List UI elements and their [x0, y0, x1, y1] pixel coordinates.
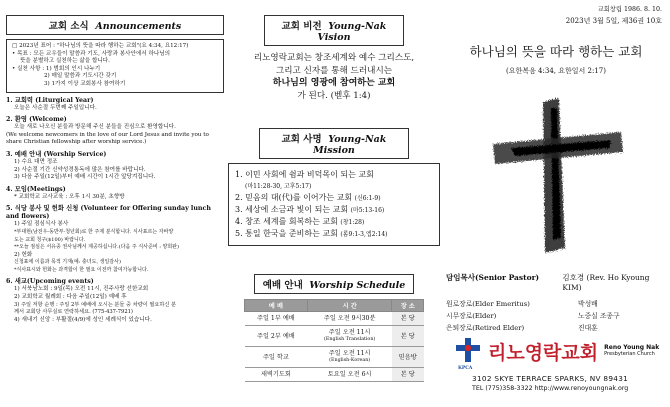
cover-verse: (요한복음 4:34, 요한일서 2:17): [506, 67, 606, 75]
cover-title: 하나님의 뜻을 따라 행하는 교회: [469, 44, 643, 59]
church-name-ko: 리노영락교회: [488, 341, 599, 364]
announcement-item: 5. 식당 봉사 및 헌화 신청 (Volunteer for Offering sunday lunch and flowers) 1) 주일 점심식사 봉사 *부대현(남전우-동반부·청년회)로 한 주제 분식합니다. 식사표르는 자바양 도는 교회 청구($100) 바랍니다. **오늘 점심은 서유종 권사님께서 제공하십니다.(다음 주 식사준비 : 양희완) 2) 헌화 신청표에 이름과 목적 기재(예: 충녀도, 생일감사) *식사표시와 헌화는 과격합이 한 필요 이전까 참여가능합니다.: [6, 205, 211, 273]
senior-pastor: 담임목사(Senior Pastor) 김호경 (Rev. Ho Kyoung KIM): [446, 273, 650, 292]
church-name-en-sub: Presbyterian Church: [604, 351, 655, 357]
table-row: 새벽기도회 토요일 오전 6시 본 당: [245, 368, 424, 382]
vision-mission-column: [228, 0, 440, 407]
kpca-badge: KPCA: [458, 366, 473, 371]
church-contact: TEL (775)358-3322 http://www.renoyoungnak.org: [472, 385, 629, 392]
cover-column: [446, 0, 666, 407]
cross-icon: [481, 88, 631, 258]
announcement-item: 6. 새교(Upcoming events) 1) 서북남노회 : 9일(목) 오전 11시, 진주사랑 선한교회 2) 교회학교 월례회 : 다음 주일(12일) 예배 후 3) 주일 저항 순행 : 주일 2부 예배에 오시는 분들 중 차량이 필요하신 분 께서 교회당 사무실로 연락하세요. (775-437-7921) 4) 새내기 신앙 : 부활절(4/9)에 성인 세례식이 있습니다.: [6, 278, 177, 323]
issue-info: 2023년 3월 5일, 제36권 10호: [565, 17, 662, 25]
mission-item: 5. 통일 한국을 준비하는 교회 (롬9:1-3,엡2:14): [235, 229, 388, 238]
church-address: 3102 SKYE TERRACE SPARKS, NV 89431: [472, 374, 629, 383]
staff-row: 은퇴장로(Retired Elder) 진대훈: [446, 324, 598, 332]
staff-row: 원로장로(Elder Emeritus) 박성배: [446, 300, 598, 308]
mission-item: 4. 창조 세계를 회복하는 교회 (창1:28): [235, 217, 365, 226]
announcements-header: 교회 소식 Announcements: [6, 15, 224, 35]
church-name-en: Reno Young Nak: [604, 344, 660, 351]
church-logo-block: [454, 336, 664, 392]
announcement-item: 2. 환영 (Welcome) 오늘 새로 나오신 분들과 방문해 주신 분들을 진심으로 환영합니다. (We welcome newcomers in the love of our Lord Jesus and invite you to share Christian fellowship after worship service.): [6, 116, 209, 146]
mission-item: 1. 이민 사회에 쉼과 비덕목이 되는 교회 (마11:28-30, 고후5:17): [235, 170, 374, 190]
announcement-item: 1. 교회력 (Liturgical Year) 오늘은 사순절 두번째 주일입니다.: [6, 96, 97, 111]
table-row: 주일 학교 주일 오전 11시 (English-Korean) 믿음방: [245, 347, 424, 368]
announcement-item: 3. 예배 안내 (Worship Service) 1) 수요 대면 정조 2) 사순절 기간 신약성경통독에 많은 참여를 바랍니다. 3) 다음 주일(12일)부터 예배 시간이 1시간 앞당겨집니다.: [6, 150, 156, 181]
mission-item: 2. 믿음의 대(代)를 이어가는 교회 (신6:1-9): [235, 193, 381, 202]
vision-text: 리노영락교회는 창조세계와 예수 그리스도, 그리고 신자를 통해 드러내시는 하나님의 영광에 참여하는 교회 가 된다. (벧후 1:4): [253, 53, 415, 101]
table-header-row: 예 배 시 간 장 소: [245, 300, 424, 312]
schedule-header: 예배 안내 Worship Schedule: [254, 274, 414, 294]
church-emblem-icon: [454, 336, 482, 366]
staff-section: [446, 272, 666, 334]
mission-header: 교회 사명 Young-Nak Mission: [259, 128, 409, 159]
worship-schedule-table: [244, 299, 424, 382]
announcement-item: 4. 모임(Meetings) * 교회학교 교사교육 : 오후 1시 30분, 초향방: [6, 185, 125, 200]
founded-date: 교회창립 1986. 8. 10.: [597, 6, 662, 13]
mission-list: [228, 163, 440, 246]
table-row: 주일 2부 예배 주일 오전 11시 (English Translation) 본 당: [245, 326, 424, 347]
mission-item: 3. 세상에 소금과 빛이 되는 교회 (마5:13-16): [235, 205, 385, 214]
vision-header: 교회 비전 Young-Nak Vision: [264, 15, 404, 46]
announcements-column: [6, 0, 224, 407]
yearly-theme-box: □ 2023년 표어 : "하나님의 뜻을 따라 행하는 교회"(요 4:34, 요12:17) • 목표 : 모든 교우들이 말씀과 기도, 사랑과 봉사안에서 하나님의 뜻을 분별하고 실천하는 삶을 합니다. • 실천 사항 : 1) 범회의 인시 나누기 2) 매일 말씀과 기도시간 갖기 3) 1가지 이상 교회봉사 참여하기: [6, 39, 224, 93]
table-row: 주일 1부 예배 주일 오전 9시30분 본 당: [245, 312, 424, 326]
staff-row: 시무장로(Elder) 노중실 조종구: [446, 312, 620, 320]
